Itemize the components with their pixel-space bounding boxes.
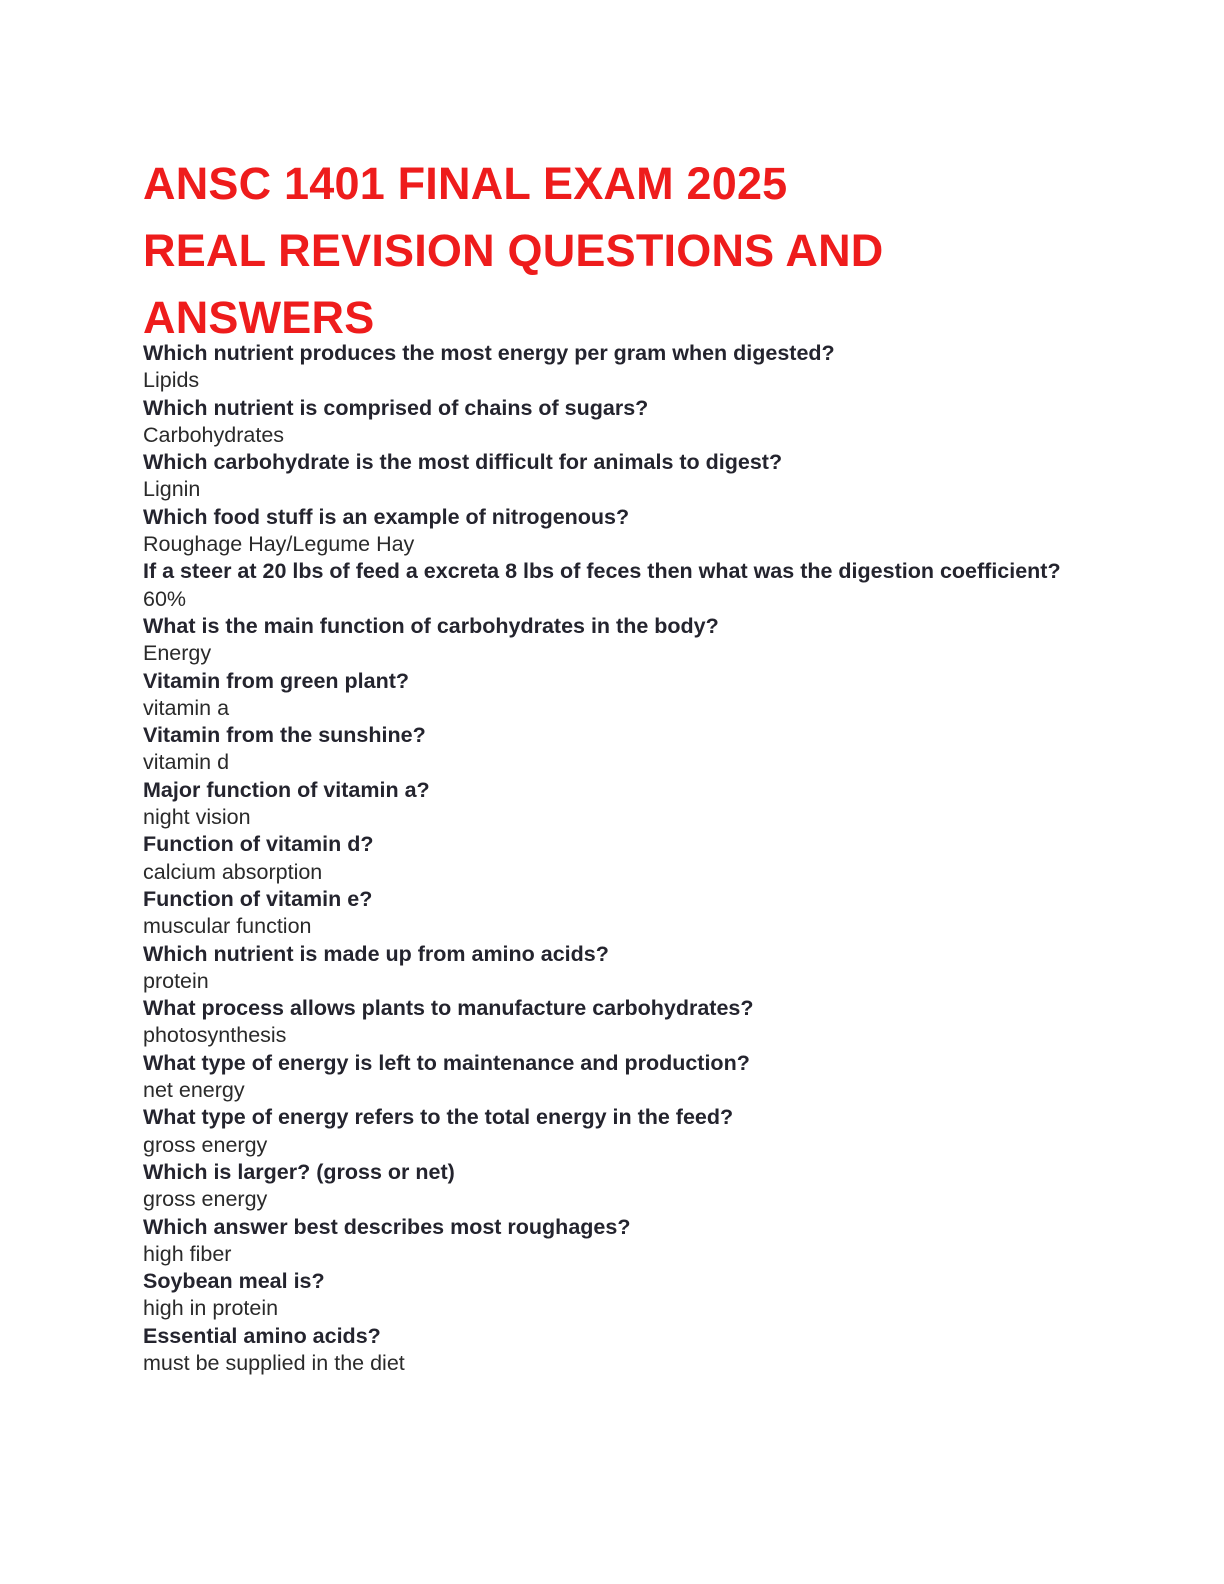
answer-text: vitamin a [143, 695, 230, 720]
qa-item [143, 1159, 1143, 1214]
qa-item [143, 995, 1143, 1050]
answer-text: calcium absorption [143, 859, 323, 884]
qa-item [143, 831, 1143, 886]
qa-item [143, 613, 1143, 668]
question-text: Which is larger? (gross or net) [143, 1159, 455, 1184]
qa-item [143, 1268, 1143, 1323]
question-text: If a steer at 20 lbs of feed a excreta 8 lbs of feces then what was the digestion coefficient? [143, 559, 1061, 584]
qa-item [143, 722, 1143, 777]
question-text: What type of energy refers to the total energy in the feed? [143, 1105, 734, 1130]
document-page [143, 150, 1143, 1377]
question-text: Which nutrient is comprised of chains of sugars? [143, 395, 649, 420]
answer-text: night vision [143, 805, 251, 830]
question-text: Which food stuff is an example of nitrogenous? [143, 504, 630, 529]
question-text: Major function of vitamin a? [143, 777, 430, 802]
qa-item [143, 941, 1143, 996]
answer-text: high in protein [143, 1296, 279, 1321]
answer-text: Lipids [143, 368, 200, 393]
qa-item [143, 504, 1143, 559]
question-text: Function of vitamin e? [143, 886, 373, 911]
answer-text: must be supplied in the diet [143, 1350, 405, 1375]
answer-text: Roughage Hay/Legume Hay [143, 532, 415, 557]
qa-item [143, 558, 1143, 613]
question-text: Essential amino acids? [143, 1323, 381, 1348]
question-text: What is the main function of carbohydrates in the body? [143, 613, 719, 638]
title-line-3: ANSWERS [143, 292, 375, 343]
question-text: Soybean meal is? [143, 1269, 325, 1294]
answer-text: gross energy [143, 1187, 268, 1212]
question-text: Which answer best describes most roughages? [143, 1214, 631, 1239]
qa-item [143, 1050, 1143, 1105]
question-text: Function of vitamin d? [143, 832, 374, 857]
qa-list [143, 340, 1143, 1377]
qa-item [143, 777, 1143, 832]
qa-item [143, 449, 1143, 504]
qa-item [143, 886, 1143, 941]
answer-text: photosynthesis [143, 1023, 287, 1048]
title-line-2: REAL REVISION QUESTIONS AND [143, 225, 884, 276]
qa-item [143, 668, 1143, 723]
question-text: Which carbohydrate is the most difficult for animals to digest? [143, 450, 783, 475]
question-text: Which nutrient is made up from amino acids? [143, 941, 609, 966]
question-text: Vitamin from green plant? [143, 668, 409, 693]
answer-text: gross energy [143, 1132, 268, 1157]
qa-item [143, 340, 1143, 395]
answer-text: high fiber [143, 1241, 232, 1266]
qa-item [143, 395, 1143, 450]
qa-item [143, 1323, 1143, 1378]
document-title [143, 150, 1143, 351]
answer-text: muscular function [143, 914, 312, 939]
question-text: What process allows plants to manufacture carbohydrates? [143, 996, 754, 1021]
answer-text: Lignin [143, 477, 201, 502]
answer-text: Energy [143, 641, 212, 666]
title-line-1: ANSC 1401 FINAL EXAM 2025 [143, 158, 788, 209]
answer-text: 60% [143, 586, 187, 611]
qa-item [143, 1104, 1143, 1159]
answer-text: protein [143, 968, 209, 993]
question-text: Vitamin from the sunshine? [143, 723, 426, 748]
answer-text: net energy [143, 1078, 245, 1103]
answer-text: Carbohydrates [143, 422, 285, 447]
qa-item [143, 1214, 1143, 1269]
question-text: What type of energy is left to maintenance and production? [143, 1050, 750, 1075]
question-text: Which nutrient produces the most energy per gram when digested? [143, 341, 835, 365]
answer-text: vitamin d [143, 750, 230, 775]
